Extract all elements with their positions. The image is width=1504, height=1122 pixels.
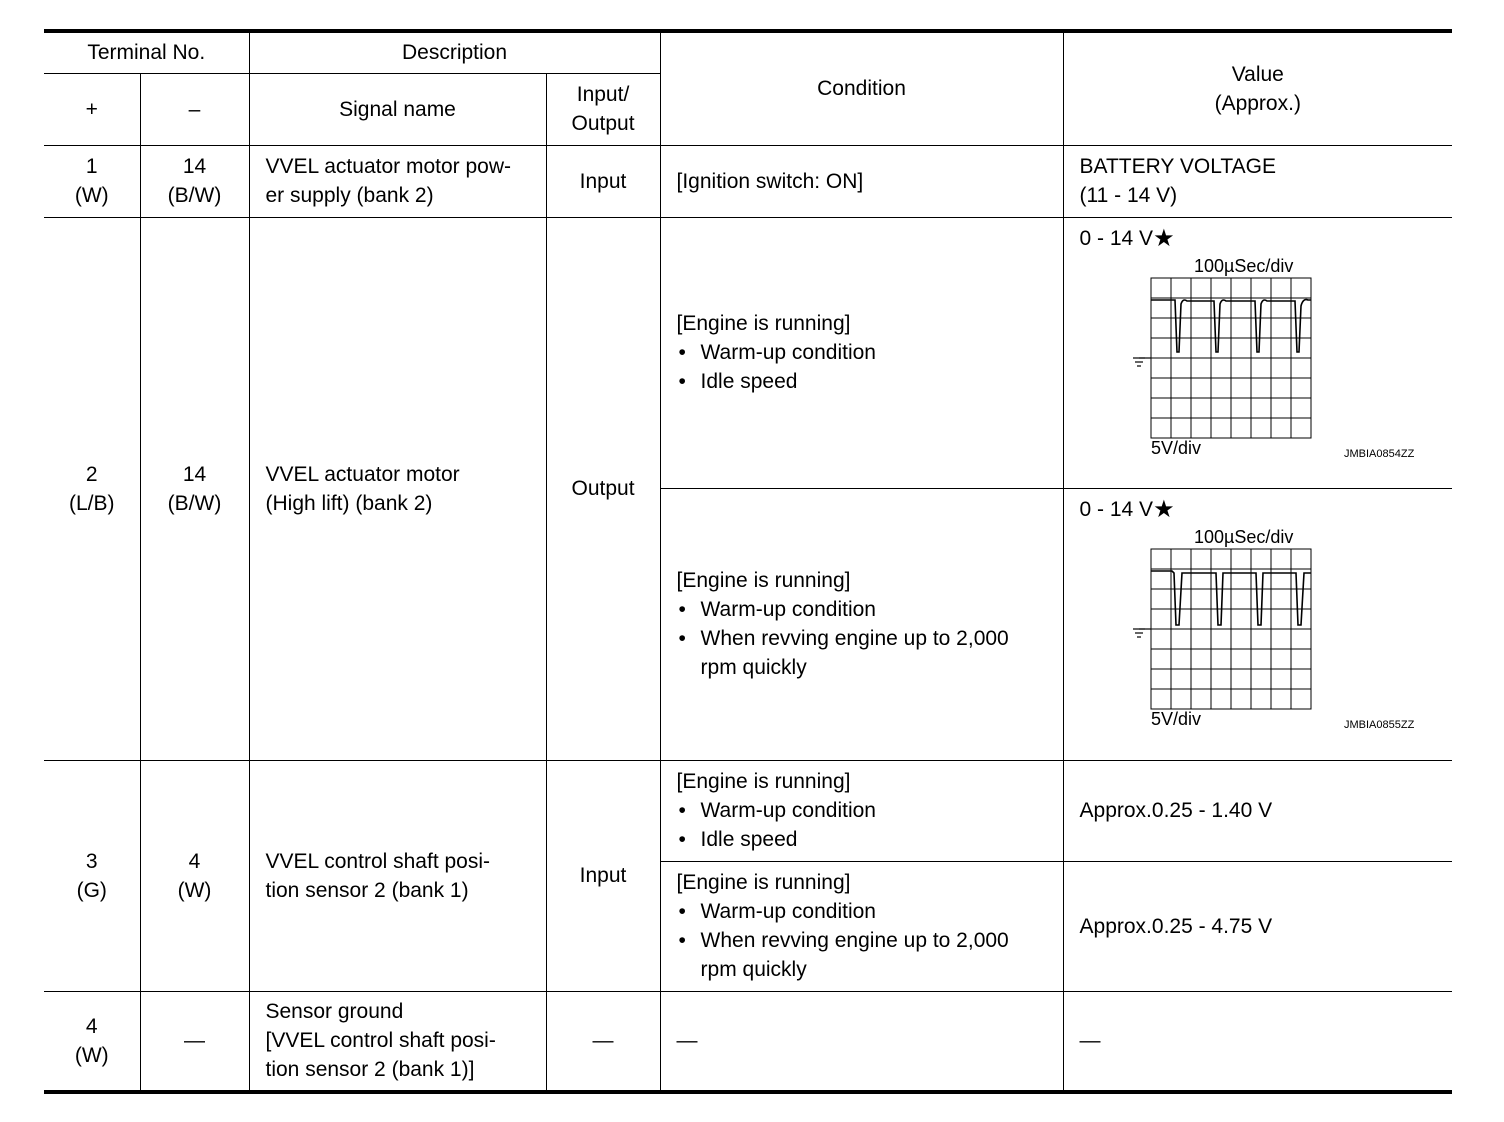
value-text: 0 - 14 V (1079, 497, 1154, 521)
header-condition: Condition (660, 31, 1063, 145)
list-item: • Warm-up condition (677, 595, 1055, 624)
plus-terminal: 1 (W) (44, 145, 140, 217)
condition-bullets (677, 338, 1055, 396)
value: BATTERY VOLTAGE (11 - 14 V) (1063, 145, 1452, 217)
input-output: — (546, 991, 660, 1092)
figure-id: JMBIA0855ZZ (1343, 718, 1414, 731)
figure-id: JMBIA0854ZZ (1343, 447, 1414, 460)
header-row-1 (44, 31, 1452, 73)
condition-heading: [Engine is running] (676, 569, 851, 592)
oscilloscope-waveform (1124, 525, 1434, 755)
header-input-output: Input/ Output (546, 73, 660, 145)
scope-volt-scale: 5V/div (1150, 708, 1201, 729)
table-row (44, 217, 1452, 488)
condition: [Ignition switch: ON] (660, 145, 1063, 217)
value (1063, 217, 1452, 488)
condition-heading: [Engine is running] (676, 871, 851, 894)
star-icon: ★ (1153, 495, 1175, 523)
star-icon: ★ (1153, 224, 1175, 252)
table-row (44, 991, 1452, 1092)
minus-terminal: 4 (W) (140, 760, 249, 991)
minus-terminal: — (140, 991, 249, 1092)
header-signal-name: Signal name (249, 73, 546, 145)
value: Approx.0.25 - 1.40 V (1063, 760, 1452, 861)
condition (660, 488, 1063, 760)
scope-time-scale: 100µSec/div (1193, 526, 1293, 547)
condition-heading: [Engine is running] (676, 312, 851, 335)
list-item: • Warm-up condition (677, 897, 1055, 926)
condition-bullets (677, 595, 1055, 682)
header-minus: – (140, 73, 249, 145)
input-output: Output (546, 217, 660, 760)
header-value: Value (Approx.) (1063, 31, 1452, 145)
value: Approx.0.25 - 4.75 V (1063, 861, 1452, 991)
ground-icon (1133, 358, 1151, 366)
value (1063, 488, 1452, 760)
signal-name: VVEL control shaft posi- tion sensor 2 (bank 1) (249, 760, 546, 991)
terminal-spec-table (44, 29, 1452, 1094)
plus-terminal: 3 (G) (44, 760, 140, 991)
list-item: • Warm-up condition (677, 338, 1055, 367)
list-item: • Idle speed (677, 825, 1055, 854)
list-item: • When revving engine up to 2,000 rpm quickly (677, 926, 1055, 984)
condition-bullets (677, 796, 1055, 854)
condition (660, 760, 1063, 861)
condition (660, 217, 1063, 488)
condition-bullets (677, 897, 1055, 984)
scope-volt-scale: 5V/div (1150, 437, 1201, 458)
list-item: • Warm-up condition (677, 796, 1055, 825)
condition-heading: [Engine is running] (676, 770, 851, 793)
table-row (44, 760, 1452, 861)
minus-terminal: 14 (B/W) (140, 145, 249, 217)
ground-icon (1133, 629, 1151, 637)
list-item: • Idle speed (677, 367, 1055, 396)
list-item: • When revving engine up to 2,000 rpm quickly (677, 624, 1055, 682)
header-terminal-no: Terminal No. (44, 31, 249, 73)
value: — (1063, 991, 1452, 1092)
signal-name: Sensor ground [VVEL control shaft posi- tion sensor 2 (bank 1)] (249, 991, 546, 1092)
input-output: Input (546, 145, 660, 217)
condition: — (660, 991, 1063, 1092)
header-plus: + (44, 73, 140, 145)
condition (660, 861, 1063, 991)
plus-terminal: 4 (W) (44, 991, 140, 1092)
signal-name: VVEL actuator motor (High lift) (bank 2) (249, 217, 546, 760)
scope-time-scale: 100µSec/div (1193, 255, 1293, 276)
value-text: 0 - 14 V (1079, 226, 1154, 250)
plus-terminal: 2 (L/B) (44, 217, 140, 760)
table-row (44, 145, 1452, 217)
header-description: Description (249, 31, 660, 73)
oscilloscope-waveform (1124, 254, 1434, 484)
minus-terminal: 14 (B/W) (140, 217, 249, 760)
input-output: Input (546, 760, 660, 991)
signal-name: VVEL actuator motor pow- er supply (bank 2) (249, 145, 546, 217)
